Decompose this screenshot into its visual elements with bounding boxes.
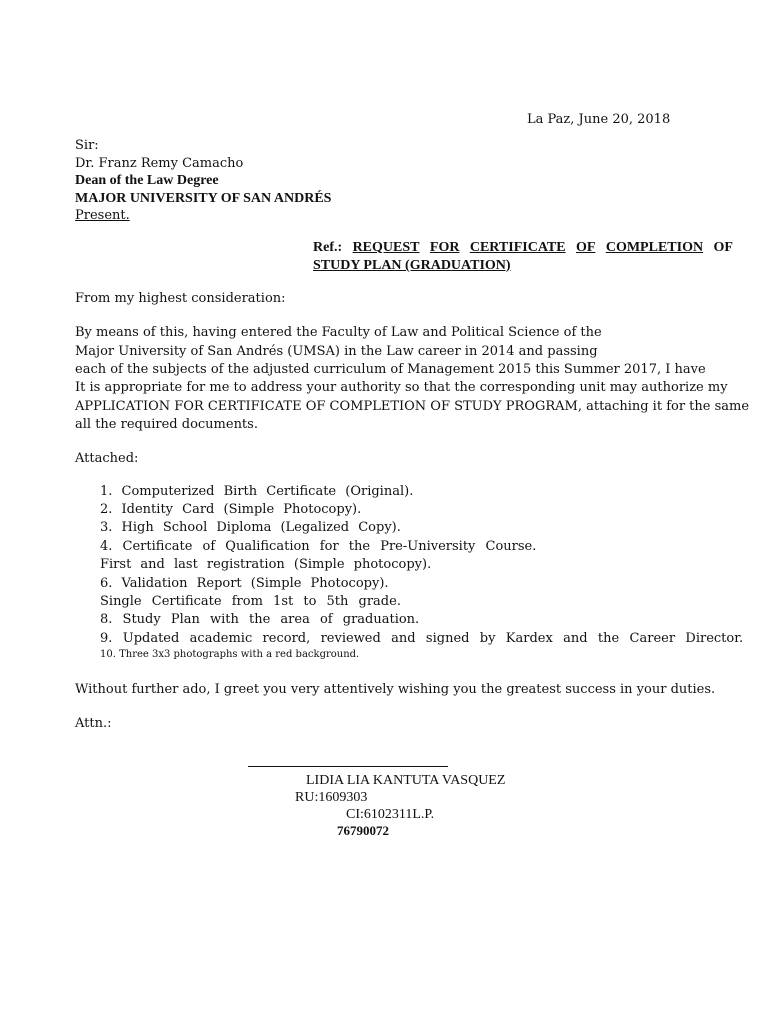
attachment-item: Single Certificate from 1st to 5th grade. xyxy=(100,594,401,609)
attachment-item: 9. Updated academic record, reviewed and signed by Kardex and the Career Director. xyxy=(100,631,744,646)
attachment-item-10: 10. Three 3x3 photographs with a red background. xyxy=(100,649,360,660)
body-line: By means of this, having entered the Faculty of Law and Political Science of the xyxy=(75,325,602,340)
signer-ci: CI:6102311L.P. xyxy=(346,807,435,822)
attachment-item: First and last registration (Simple photocopy). xyxy=(100,557,432,572)
body-line: APPLICATION FOR CERTIFICATE OF COMPLETION OF STUDY PROGRAM, attaching it for the same xyxy=(75,399,750,414)
attachment-item: 4. Certificate of Qualification for the Pre-University Course. xyxy=(100,539,537,554)
attachment-item: 8. Study Plan with the area of graduation. xyxy=(100,612,420,627)
reference-word: OF xyxy=(575,240,596,255)
body-line: Major University of San Andrés (UMSA) in the Law career in 2014 and passing xyxy=(75,344,598,359)
body-line: all the required documents. xyxy=(75,417,258,432)
letter-date: La Paz, June 20, 2018 xyxy=(527,112,671,127)
reference-word: CERTIFICATE xyxy=(469,240,566,255)
present-line: Present. xyxy=(75,208,130,223)
signer-name: LIDIA LIA KANTUTA VASQUEZ xyxy=(306,773,506,788)
signer-ru: RU:1609303 xyxy=(295,790,368,805)
reference-word: FOR xyxy=(429,240,460,255)
attachment-item: 3. High School Diploma (Legalized Copy). xyxy=(100,520,401,535)
recipient-institution: MAJOR UNIVERSITY OF SAN ANDRÉS xyxy=(75,191,332,206)
reference-word: OF xyxy=(713,240,733,255)
reference-line-2: STUDY PLAN (GRADUATION) xyxy=(313,258,511,273)
salutation: Sir: xyxy=(75,138,99,153)
body-line: It is appropriate for me to address your authority so that the corresponding unit may authorize my xyxy=(75,380,728,395)
body-line: each of the subjects of the adjusted curriculum of Management 2015 this Summer 2017, I have xyxy=(75,362,706,377)
reference-line-1 xyxy=(313,239,733,256)
reference-word: COMPLETION xyxy=(605,240,704,255)
signer-phone: 76790072 xyxy=(337,823,389,838)
attachment-item: 2. Identity Card (Simple Photocopy). xyxy=(100,502,362,517)
reference-word: REQUEST xyxy=(352,240,420,255)
attn-label: Attn.: xyxy=(75,716,112,731)
greeting: From my highest consideration: xyxy=(75,291,286,306)
attached-label: Attached: xyxy=(75,451,139,466)
recipient-name: Dr. Franz Remy Camacho xyxy=(75,156,244,171)
attachment-item: 6. Validation Report (Simple Photocopy). xyxy=(100,576,389,591)
recipient-title: Dean of the Law Degree xyxy=(75,173,219,188)
reference-label: Ref.: xyxy=(313,240,343,255)
closing-line: Without further ado, I greet you very attentively wishing you the greatest success in your duties. xyxy=(75,682,716,697)
attachment-item: 1. Computerized Birth Certificate (Original). xyxy=(100,484,414,499)
signature-line xyxy=(248,766,448,767)
